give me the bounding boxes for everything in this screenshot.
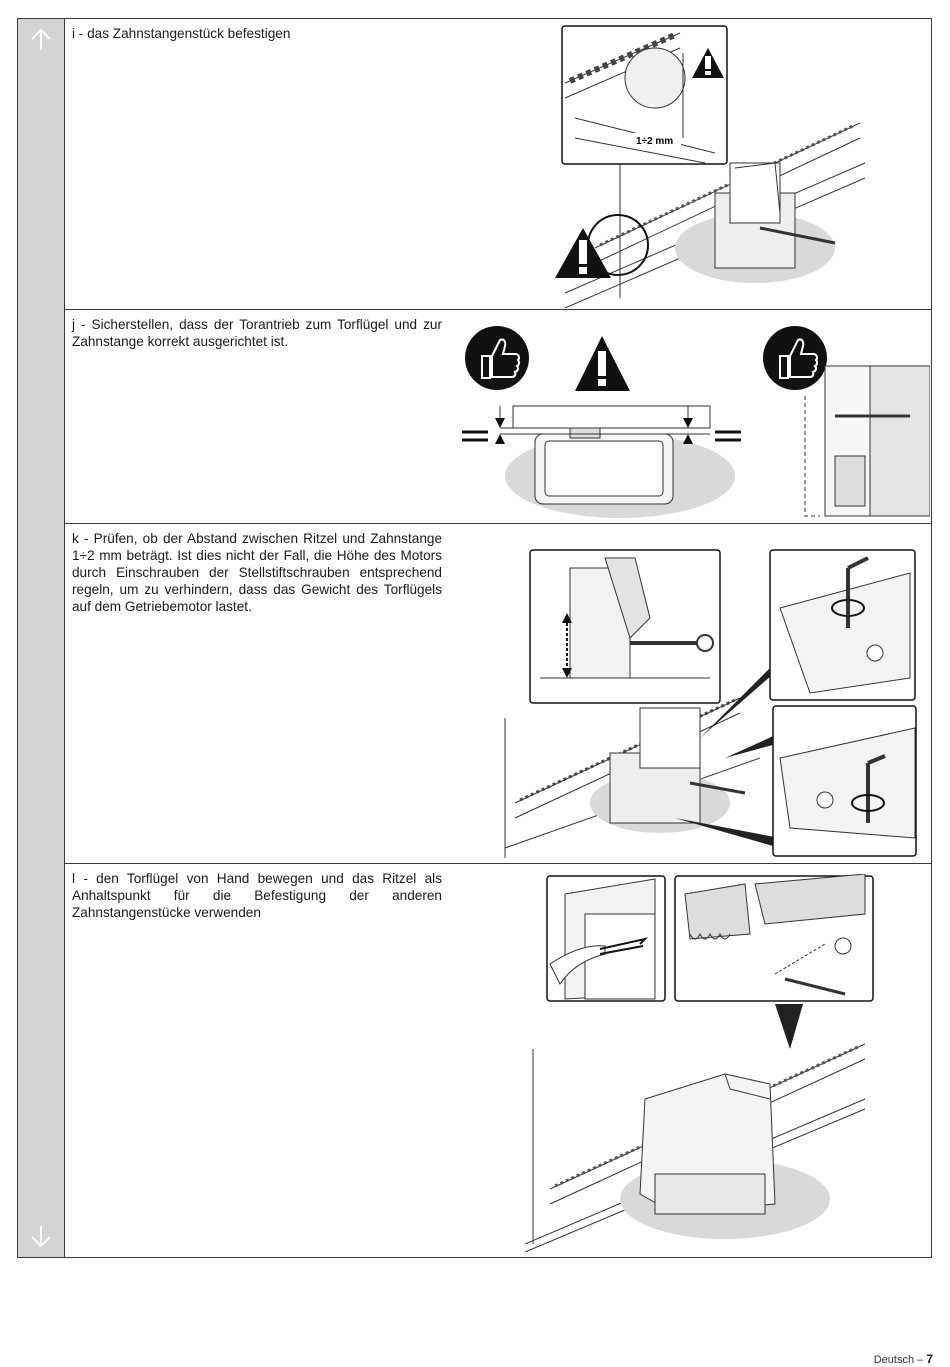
warning-icon	[575, 336, 630, 391]
page-footer	[874, 1352, 933, 1366]
arrow-down-icon[interactable]	[26, 1221, 56, 1251]
illustration-height-adjust	[490, 528, 930, 860]
step-l-text: l - den Torflügel von Hand bewegen und das Ritzel als Anhaltspunkt für die Befestigung der anderen Zahnstangenstücke verwenden	[72, 871, 442, 920]
footer-language: Deutsch –	[873, 1354, 924, 1366]
page-number: 7	[926, 1352, 933, 1366]
thumbs-up-icon	[763, 326, 827, 390]
arrow-up-icon[interactable]	[26, 25, 56, 55]
illustration-alignment	[460, 316, 930, 521]
illustration-rack-fixing	[505, 23, 935, 308]
sidebar	[18, 19, 65, 1257]
gap-label: 1÷2 mm	[636, 136, 674, 147]
step-row-k	[65, 524, 931, 864]
step-j-text: j - Sicherstellen, dass der Torantrieb zum Torflügel und zur Zahnstange korrekt ausgerichtet ist.	[72, 317, 442, 349]
step-row-l	[65, 864, 931, 1259]
step-row-i	[65, 19, 931, 310]
step-i-text: i - das Zahnstangenstück befestigen	[72, 26, 291, 41]
step-row-j	[65, 310, 931, 524]
thumbs-up-icon	[465, 326, 529, 390]
warning-icon	[555, 228, 611, 278]
step-k-text: k - Prüfen, ob der Abstand zwischen Ritzel und Zahnstange 1÷2 mm beträgt. Ist dies nicht der Fall, die Höhe des Motors durch Einschrauben der Stellstiftschrauben entsprechend regeln, um zu verhindern, dass das Gewicht des Torflügels auf dem Getriebemotor lastet.	[72, 531, 442, 614]
instruction-frame	[17, 18, 932, 1258]
illustration-gate-moving	[525, 874, 925, 1256]
